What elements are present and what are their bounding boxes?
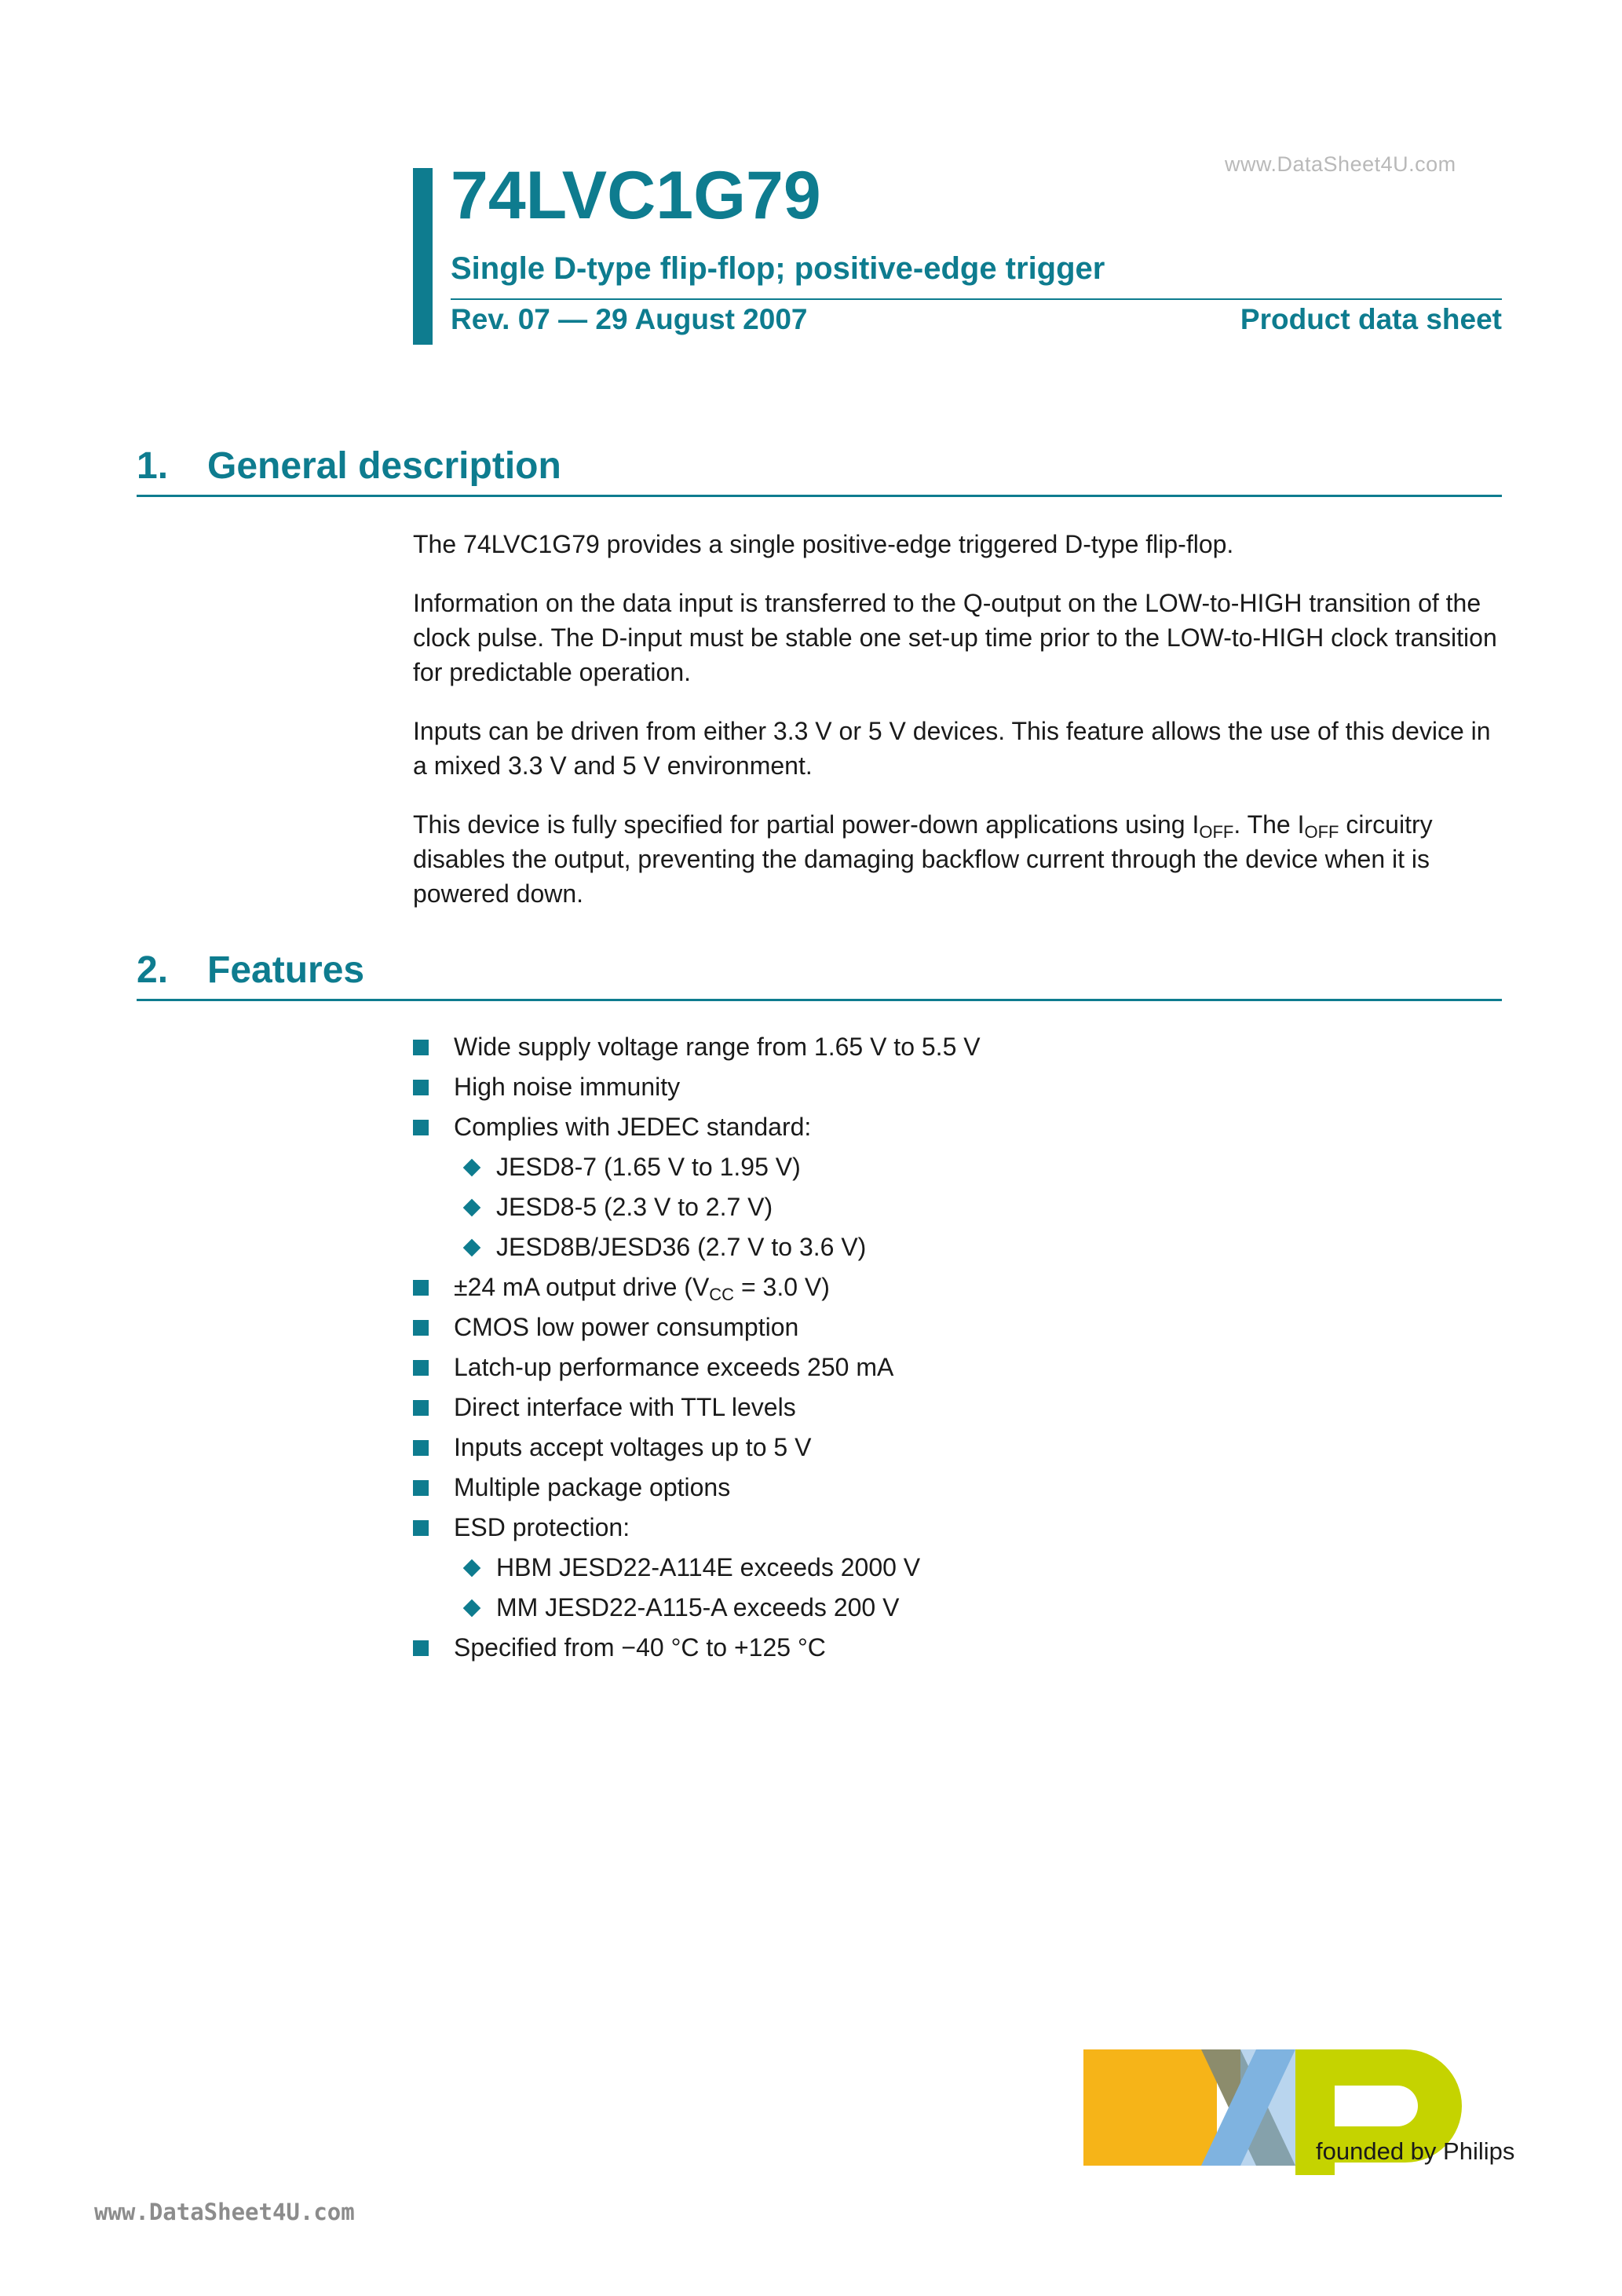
feature-text: JESD8B/JESD36 (2.7 V to 3.6 V) xyxy=(496,1233,867,1261)
section-heading-general-description xyxy=(137,445,561,487)
feature-text: JESD8-5 (2.3 V to 2.7 V) xyxy=(496,1193,773,1221)
feature-text: HBM JESD22-A114E exceeds 2000 V xyxy=(496,1553,921,1581)
square-bullet-icon xyxy=(413,1440,429,1456)
square-bullet-icon xyxy=(413,1040,429,1055)
feature-text: Complies with JEDEC standard: xyxy=(454,1113,812,1141)
feature-item xyxy=(413,1027,1504,1067)
revision-date: Rev. 07 — 29 August 2007 xyxy=(451,303,808,335)
diamond-bullet-icon xyxy=(463,1159,481,1177)
feature-item xyxy=(413,1387,1504,1428)
feature-item xyxy=(413,1067,1504,1107)
feature-subitem xyxy=(413,1227,1504,1267)
section-rule xyxy=(137,999,1502,1001)
square-bullet-icon xyxy=(413,1280,429,1296)
document-type: Product data sheet xyxy=(1240,303,1502,335)
square-bullet-icon xyxy=(413,1320,429,1336)
square-bullet-icon xyxy=(413,1120,429,1135)
feature-text: ESD protection: xyxy=(454,1513,630,1541)
feature-text: Wide supply voltage range from 1.65 V to 5.5 V xyxy=(454,1033,981,1061)
section-title: Features xyxy=(207,949,365,991)
section-rule xyxy=(137,495,1502,497)
feature-item xyxy=(413,1347,1504,1387)
features-list xyxy=(413,1027,1504,1668)
feature-text: ±24 mA output drive ($V_{CC} = 3.0$ V) xyxy=(454,1273,830,1304)
feature-subitem xyxy=(413,1147,1504,1187)
paragraph: Inputs can be driven from either 3.3 V or 5 V devices. This feature allows the use of this device in a mixed 3.3 V and 5 V environment. xyxy=(413,717,1491,780)
feature-item xyxy=(413,1267,1504,1307)
diamond-bullet-icon xyxy=(463,1199,481,1217)
feature-text: Specified from −40 °C to +125 °C xyxy=(454,1633,826,1662)
square-bullet-icon xyxy=(413,1640,429,1656)
section-number: 2. xyxy=(137,949,169,991)
diamond-bullet-icon xyxy=(463,1600,481,1618)
feature-item xyxy=(413,1107,1504,1147)
feature-text: Inputs accept voltages up to 5 V xyxy=(454,1433,812,1461)
feature-text: Multiple package options xyxy=(454,1473,731,1501)
square-bullet-icon xyxy=(413,1080,429,1095)
document-subtitle: Single D-type flip-flop; positive-edge trigger xyxy=(451,251,1105,286)
square-bullet-icon xyxy=(413,1480,429,1496)
paragraph: The 74LVC1G79 provides a single positive-edge triggered D-type flip-flop. xyxy=(413,530,1234,558)
diamond-bullet-icon xyxy=(463,1239,481,1257)
feature-subitem xyxy=(413,1548,1504,1588)
diamond-bullet-icon xyxy=(463,1559,481,1578)
paragraph: Information on the data input is transferred to the Q-output on the LOW-to-HIGH transition of the clock pulse. The D-input must be stable one set-up time prior to the LOW-to-HIGH clock transition for predictable operation. xyxy=(413,589,1497,686)
section-heading-features xyxy=(137,949,365,991)
feature-item xyxy=(413,1508,1504,1548)
section-title: General description xyxy=(207,445,561,487)
header-accent-bar xyxy=(413,168,433,345)
feature-item xyxy=(413,1468,1504,1508)
square-bullet-icon xyxy=(413,1520,429,1536)
feature-text: High noise immunity xyxy=(454,1073,681,1101)
feature-item xyxy=(413,1628,1504,1668)
feature-item xyxy=(413,1428,1504,1468)
feature-text: Direct interface with TTL levels xyxy=(454,1393,796,1421)
feature-subitem xyxy=(413,1588,1504,1628)
general-description-body xyxy=(413,527,1504,935)
document-title: 74LVC1G79 xyxy=(451,158,821,233)
section-number: 1. xyxy=(137,445,169,487)
square-bullet-icon xyxy=(413,1400,429,1416)
header-rule xyxy=(451,298,1502,300)
logo-tagline: founded by Philips xyxy=(1316,2137,1515,2165)
watermark-top: www.DataSheet4U.com xyxy=(1225,152,1456,176)
feature-text: MM JESD22-A115-A exceeds 200 V xyxy=(496,1593,900,1621)
feature-subitem xyxy=(413,1187,1504,1227)
square-bullet-icon xyxy=(413,1360,429,1376)
feature-item xyxy=(413,1307,1504,1347)
feature-text: Latch-up performance exceeds 250 mA xyxy=(454,1353,894,1381)
feature-text: JESD8-7 (1.65 V to 1.95 V) xyxy=(496,1153,801,1181)
paragraph-ioff: This device is fully specified for partial power-down applications using $I_{OFF}$. The $I_{OFF}$ circuitry disables the output, preventing the damaging backflow current through the device when it is powered down. xyxy=(413,810,1433,908)
watermark-bottom: www.DataSheet4U.com xyxy=(94,2199,355,2225)
feature-text: CMOS low power consumption xyxy=(454,1313,799,1341)
